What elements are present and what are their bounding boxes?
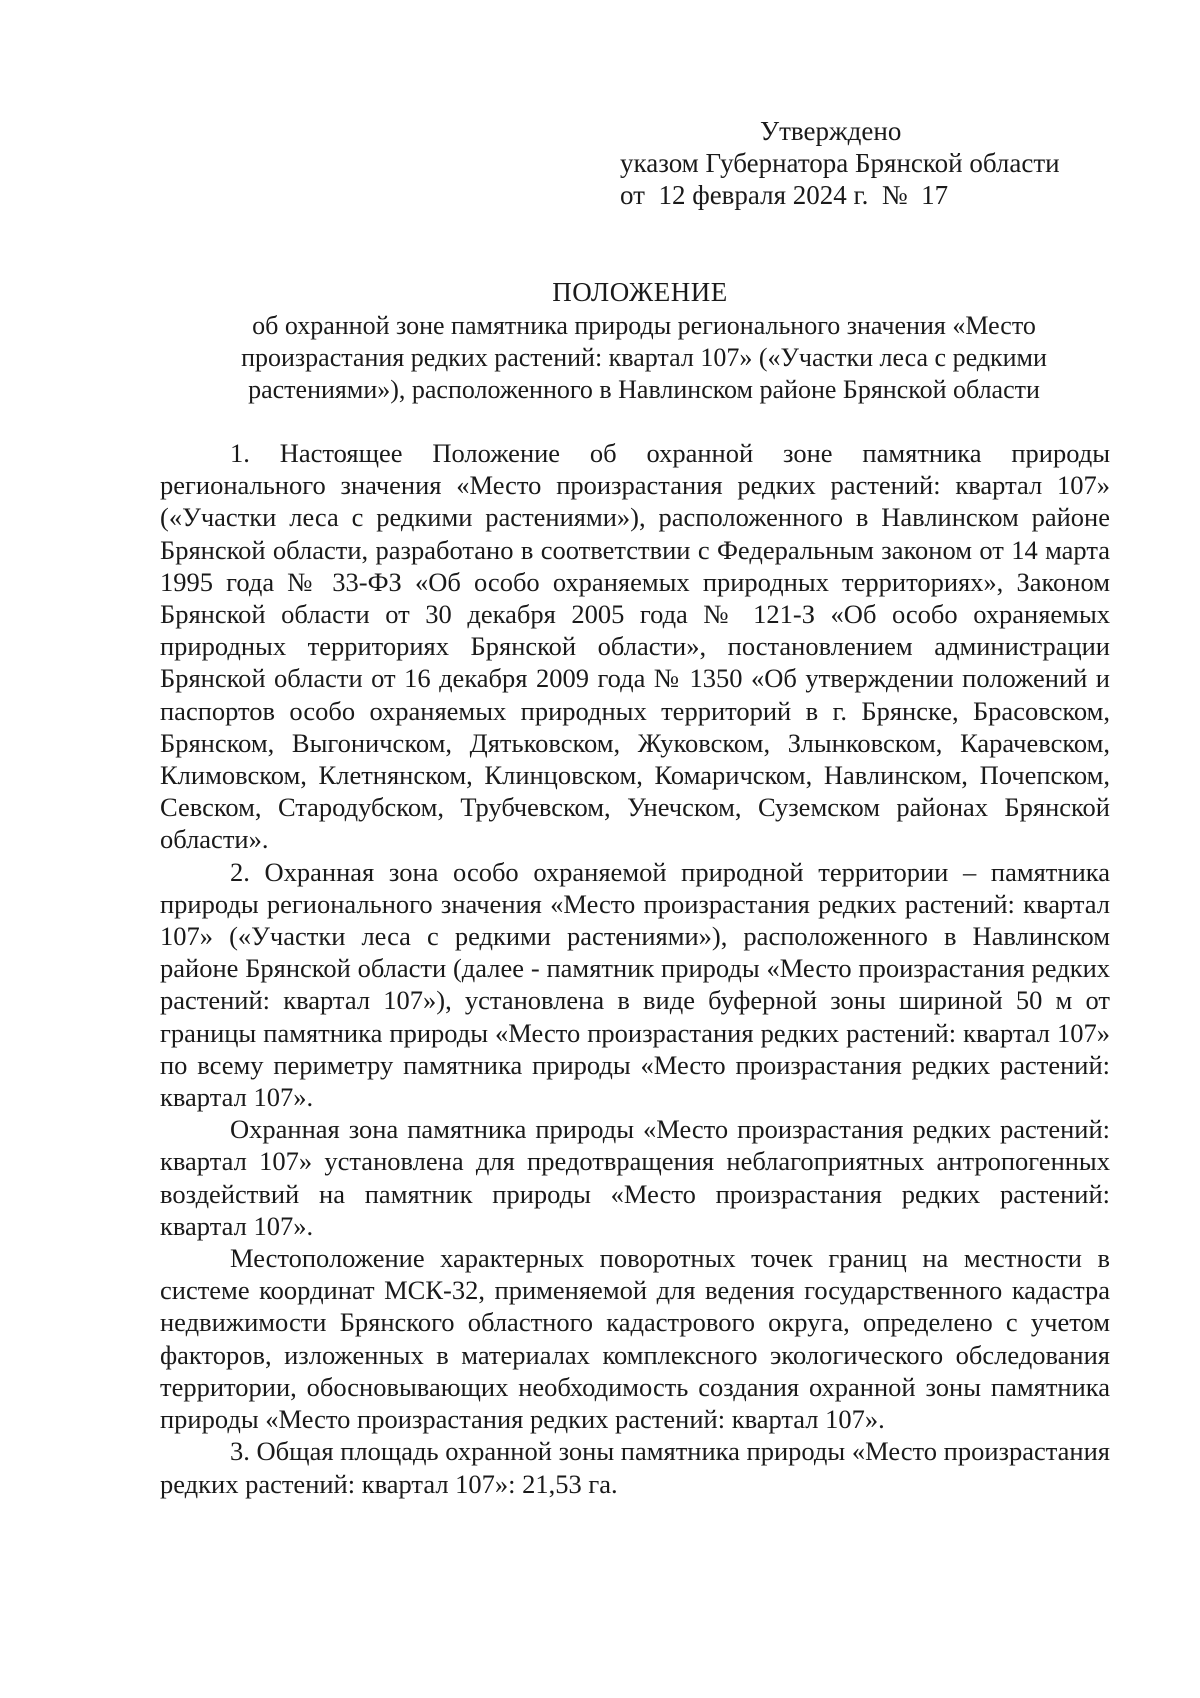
document-subtitle: об охранной зоне памятника природы регионального значения «Место произрастания редких растений: квартал 107» («Участки леса с редкими растениями»), расположенного в Навлинском районе Брянской области — [241, 311, 1047, 404]
paragraph-2-location: Местоположение характерных поворотных точек границ на местности в системе координат МСК-32, применяемой для ведения государственного кадастра недвижимости Брянского областного кадастрового округа, определено с учетом факторов, изложенных в материалах комплексного экологического обследования территории, обосновывающих необходимость создания охранной зоны памятника природы «Место произрастания редких растений: квартал 107». — [160, 1243, 1110, 1435]
paragraph-2-purpose: Охранная зона памятника природы «Место произрастания редких растений: квартал 107» установлена для предотвращения неблагоприятных антропогенных воздействий на памятник природы «Место произрастания редких растений: квартал 107». — [160, 1114, 1110, 1241]
approval-date-number: от 12 февраля 2024 г. № 17 — [620, 180, 949, 210]
approval-decree: указом Губернатора Брянской области — [620, 148, 1060, 178]
approval-heading: Утверждено — [760, 116, 902, 146]
paragraph-2: 2. Охранная зона особо охраняемой природной территории – памятника природы регионального значения «Место произрастания редких растений: квартал 107» («Участки леса с редкими растениями»), расположенного в Навлинском районе Брянской области (далее - памятник природы «Место произрастания редких растений: квартал 107»), установлена в виде буферной зоны шириной 50 м от границы памятника природы «Место произрастания редких растений: квартал 107» по всему периметру памятника природы «Место произрастания редких растений: квартал 107». — [160, 856, 1110, 1113]
approval-stamp — [620, 115, 1100, 211]
paragraph-1: 1. Настоящее Положение об охранной зоне памятника природы регионального значения «Место произрастания редких растений: квартал 107» («Участки леса с редкими растениями»), расположенного в Навлинском районе Брянской области, разработано в соответствии с Федеральным законом от 14 марта 1995 года № 33-ФЗ «Об особо охраняемых природных территориях», Законом Брянской области от 30 декабря 2005 года № 121-З «Об особо охраняемых природных территориях Брянской области», постановлением администрации Брянской области от 16 декабря 2009 года № 1350 «Об утверждении положений и паспортов особо охраняемых природных территорий в г. Брянске, Брасовском, Брянском, Выгоничском, Дятьковском, Жуковском, Злынковском, Карачевском, Климовском, Клетнянском, Клинцовском, Комаричском, Навлинском, Почепском, Севском, Стародубском, Трубчевском, Унечском, Суземском районах Брянской области». — [160, 438, 1110, 855]
document-title: ПОЛОЖЕНИЕ — [552, 277, 728, 307]
paragraph-3: 3. Общая площадь охранной зоны памятника природы «Место произрастания редких растений: квартал 107»: 21,53 га. — [160, 1436, 1110, 1499]
document-body — [160, 437, 1110, 1500]
